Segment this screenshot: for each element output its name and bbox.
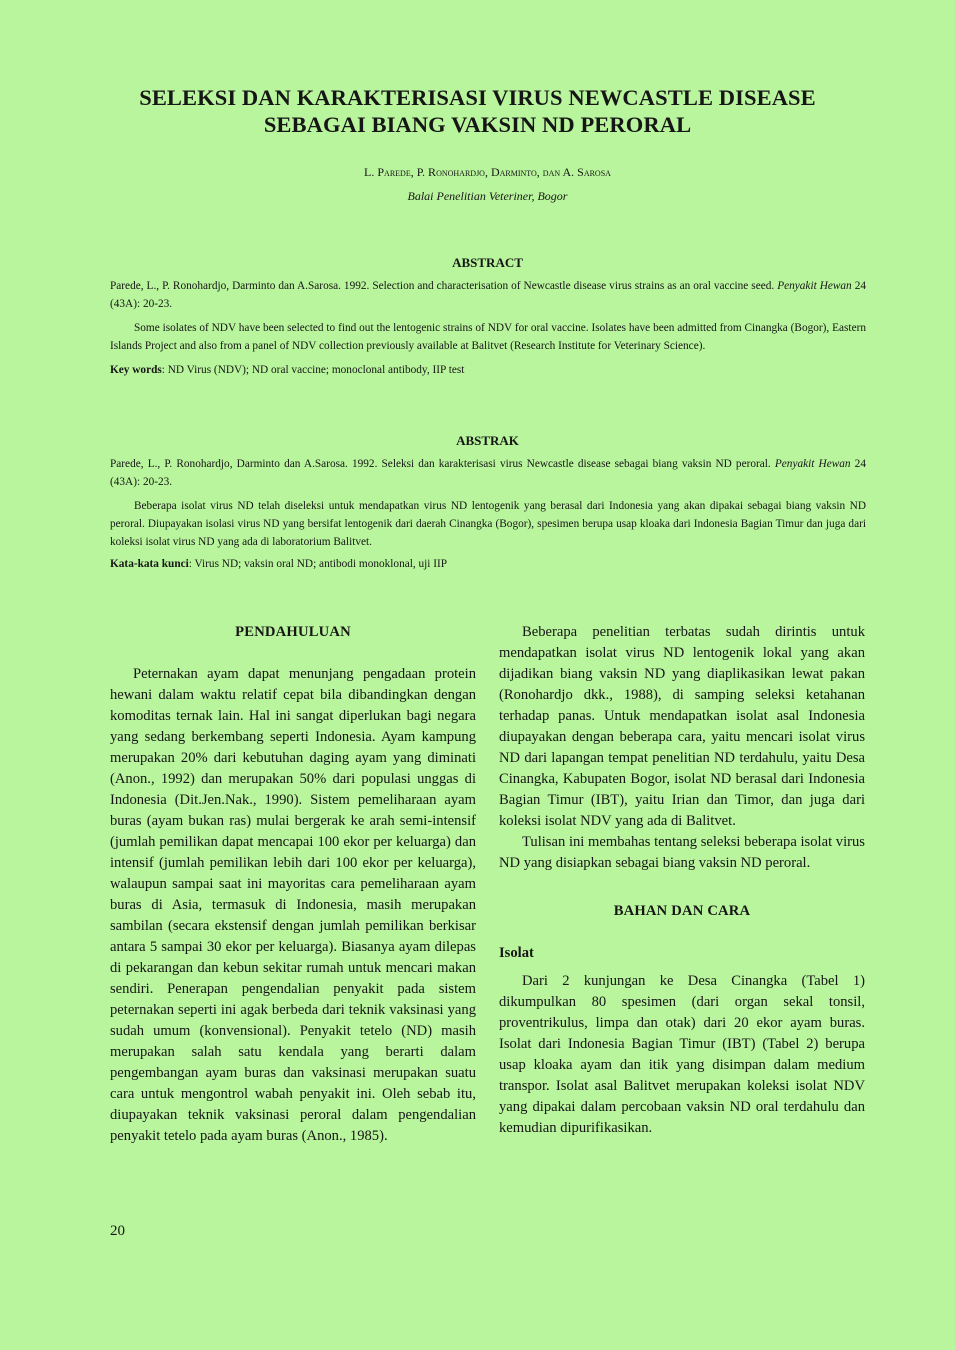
abstract-citation-text: Parede, L., P. Ronohardjo, Darminto dan A.Sarosa. 1992. Selection and characterisation of Newcastle disease virus strains as an oral vaccine seed. [110, 280, 775, 292]
title-line-1: SELEKSI DAN KARAKTERISASI VIRUS NEWCASTLE DISEASE [139, 85, 816, 110]
page-number: 20 [110, 1223, 125, 1239]
abstrak-journal: Penyakit Hewan [774, 458, 851, 470]
right-column [499, 622, 865, 1139]
intro-paragraph-3: Tulisan ini membahas tentang seleksi beberapa isolat virus ND yang disiapkan sebagai biang vaksin ND peroral. [499, 834, 865, 871]
abstract-block [110, 277, 866, 379]
abstrak-journal-ref: 24 (43A): 20-23. [110, 458, 866, 488]
abstract-journal-ref: 24 (43A): 20-23. [110, 280, 867, 310]
abstract-keywords [110, 361, 866, 379]
title-line-2: SEBAGAI BIANG VAKSIN ND PERORAL [263, 112, 692, 137]
abstract-heading: ABSTRACT [452, 255, 523, 270]
abstrak-citation-text: Parede, L., P. Ronohardjo, Darminto dan A.Sarosa. 1992. Seleksi dan karakterisasi virus Newcastle disease sebagai biang vaksin ND peroral. [110, 458, 771, 470]
abstrak-block [110, 455, 866, 573]
pendahuluan-paragraph: Peternakan ayam dapat menunjang pengadaan protein hewani dalam waktu relatif cepat bila dibandingkan dengan komoditas ternak lain. Hal ini sangat diperlukan bagi negara yang sedang berkembang seperti Indonesia. Ayam kampung merupakan 20% dari kebutuhan daging ayam yang diminati (Anon., 1992) dan merupakan 50% dari populasi unggas di Indonesia (Dit.Jen.Nak., 1990). Sistem pemeliharaan ayam buras (ayam bukan ras) mulai bergerak ke arah semi-intensif (jumlah pemilikan dapat mencapai 100 ekor per keluarga) dan intensif (jumlah pemilikan lebih dari 100 ekor per keluarga), walaupun sampai saat ini mayoritas cara pemeliharaan ayam buras di Asia, termasuk di Indonesia, masih merupakan sambilan (secara ekstensif dengan jumlah pemilikan berkisar antara 5 sampai 30 ekor per keluarga). Biasanya ayam dilepas di pekarangan dan kebun sekitar rumah untuk mencari makan sendiri. Penerapan pengendalian penyakit pada sistem peternakan seperti ini agak berbeda dari teknik vaksinasi yang sudah umum (konvensional). Penyakit tetelo (ND) masih merupakan salah satu kendala yang berarti dalam pengembangan ayam buras dan vaksinasi merupakan suatu cara untuk mengontrol wabah penyakit ini. Oleh sebab itu, diupayakan teknik vaksinasi peroral dalam pengendalian penyakit tetelo pada ayam buras (Anon., 1985). [110, 666, 476, 1144]
affiliation: Balai Penelitian Veteriner, Bogor [407, 189, 568, 203]
kata-kunci-text: : Virus ND; vaksin oral ND; antibodi monoklonal, uji IIP [188, 558, 448, 570]
author-list [100, 164, 875, 180]
keywords-text: : ND Virus (NDV); ND oral vaccine; monoclonal antibody, IIP test [161, 364, 465, 376]
abstract-journal: Penyakit Hewan [777, 280, 852, 292]
pendahuluan-heading: PENDAHULUAN [235, 624, 351, 640]
isolat-paragraph: Dari 2 kunjungan ke Desa Cinangka (Tabel 1) dikumpulkan 80 spesimen (dari organ sekal tonsil, proventrikulus, limpa dan otak) dari 20 ekor ayam buras. Isolat dari Indonesia Bagian Timur (IBT) (Tabel 2) berupa usap kloaka ayam dan itik yang disimpan dalam medium transpor. Isolat asal Balitvet merupakan koleksi isolat NDV yang dipakai dalam percobaan vaksin ND oral terdahulu dan kemudian dipurifikasikan. [499, 973, 865, 1136]
abstrak-keywords [110, 555, 866, 573]
paper-title [100, 84, 855, 138]
abstract-citation [110, 277, 866, 313]
abstrak-heading: ABSTRAK [456, 433, 519, 448]
authors-text: L. Parede, P. Ronohardjo, Darminto, dan A. Sarosa [364, 165, 611, 179]
kata-kunci-label: Kata-kata kunci [110, 558, 189, 570]
abstrak-body: Beberapa isolat virus ND telah diseleksi untuk mendapatkan virus ND lentogenik yang berasal dari Indonesia yang akan dipakai sebagai biang vaksin ND peroral. Diupayakan isolasi virus ND yang bersifat lentogenik dari daerah Cinangka (Bogor), spesimen berupa usap kloaka dari Indonesia Bagian Timur dan juga dari koleksi isolat virus ND yang ada di laboratorium Balitvet. [110, 500, 866, 548]
left-column [110, 622, 476, 1147]
abstract-body: Some isolates of NDV have been selected to find out the lentogenic strains of NDV for oral vaccine. Isolates have been admitted from Cinangka (Bogor), Eastern Islands Project and also from a panel of NDV collection previously available at Balitvet (Research Institute for Veterinary Science). [110, 322, 866, 352]
keywords-label: Key words [110, 364, 162, 376]
abstrak-citation [110, 455, 866, 491]
bahan-dan-cara-heading: BAHAN DAN CARA [613, 903, 751, 919]
isolat-subheading: Isolat [499, 945, 534, 961]
intro-paragraph-2: Beberapa penelitian terbatas sudah dirintis untuk mendapatkan isolat virus ND lentogenik lokal yang akan dijadikan biang vaksin ND yang diaplikasikan lewat pakan (Ronohardjo dkk., 1988), di samping seleksi ketahanan terhadap panas. Untuk mendapatkan isolat asal Indonesia diupayakan dengan beberapa cara, yaitu mencari isolat virus ND dari lapangan tempat penelitian ND terdahulu, yaitu Desa Cinangka, Kabupaten Bogor, isolat ND berasal dari Indonesia Bagian Timur (IBT), yaitu Irian dan Timor, dan juga dari koleksi isolat NDV yang ada di Balitvet. [499, 624, 865, 829]
